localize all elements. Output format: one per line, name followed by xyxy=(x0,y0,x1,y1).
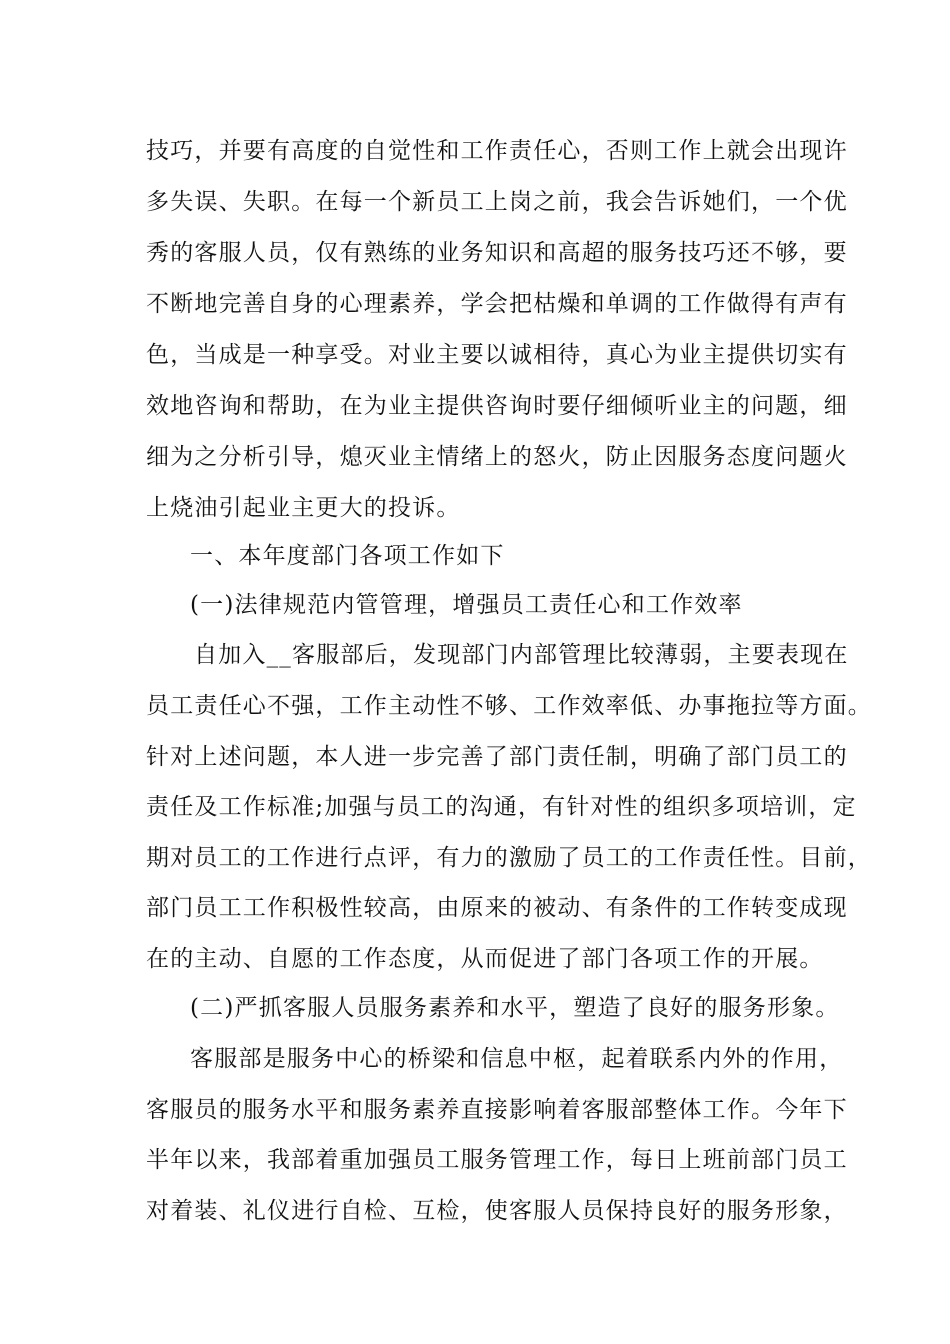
subsection-heading: (二)严抓客服人员服务素养和水平，塑造了良好的服务形象。 xyxy=(190,995,840,1021)
section-heading: 一、本年度部门各项工作如下 xyxy=(190,543,505,569)
subsection-heading: (一)法律规范内管管理，增强员工责任心和工作效率 xyxy=(190,592,743,618)
paragraph-line: 责任及工作标准;加强与员工的沟通，有针对性的组织多项培训，定 xyxy=(146,794,857,820)
paragraph-line: 客服员的服务水平和服务素养直接影响着客服部整体工作。今年下 xyxy=(146,1097,848,1123)
paragraph-line: 半年以来，我部着重加强员工服务管理工作，每日上班前部门员工 xyxy=(146,1147,848,1173)
paragraph-line: 不断地完善自身的心理素养，学会把枯燥和单调的工作做得有声有 xyxy=(146,291,848,317)
paragraph-line: 效地咨询和帮助，在为业主提供咨询时要仔细倾听业主的问题，细 xyxy=(146,393,848,419)
paragraph-line: 针对上述问题，本人进一步完善了部门责任制，明确了部门员工的 xyxy=(146,744,848,770)
paragraph-line: 技巧，并要有高度的自觉性和工作责任心，否则工作上就会出现许 xyxy=(146,138,848,164)
paragraph-line: 对着装、礼仪进行自检、互检，使客服人员保持良好的服务形象， xyxy=(146,1198,848,1224)
paragraph-line: 部门员工工作积极性较高，由原来的被动、有条件的工作转变成现 xyxy=(146,895,848,921)
paragraph-line: 色，当成是一种享受。对业主要以诚相待，真心为业主提供切实有 xyxy=(146,342,848,368)
paragraph-line: 在的主动、自愿的工作态度，从而促进了部门各项工作的开展。 xyxy=(146,946,824,972)
paragraph-line: 员工责任心不强，工作主动性不够、工作效率低、办事拖拉等方面。 xyxy=(146,693,872,719)
paragraph-line: 自加入__客服部后，发现部门内部管理比较薄弱，主要表现在 xyxy=(194,642,849,668)
paragraph-line: 期对员工的工作进行点评，有力的激励了员工的工作责任性。目前， xyxy=(146,845,872,871)
paragraph-line: 细为之分析引导，熄灭业主情绪上的怒火，防止因服务态度问题火 xyxy=(146,444,848,470)
paragraph-line: 多失误、失职。在每一个新员工上岗之前，我会告诉她们，一个优 xyxy=(146,189,848,215)
paragraph-line: 客服部是服务中心的桥梁和信息中枢，起着联系内外的作用， xyxy=(190,1046,844,1072)
paragraph-line: 秀的客服人员，仅有熟练的业务知识和高超的服务技巧还不够，要 xyxy=(146,240,848,266)
paragraph-line: 上烧油引起业主更大的投诉。 xyxy=(146,495,461,521)
